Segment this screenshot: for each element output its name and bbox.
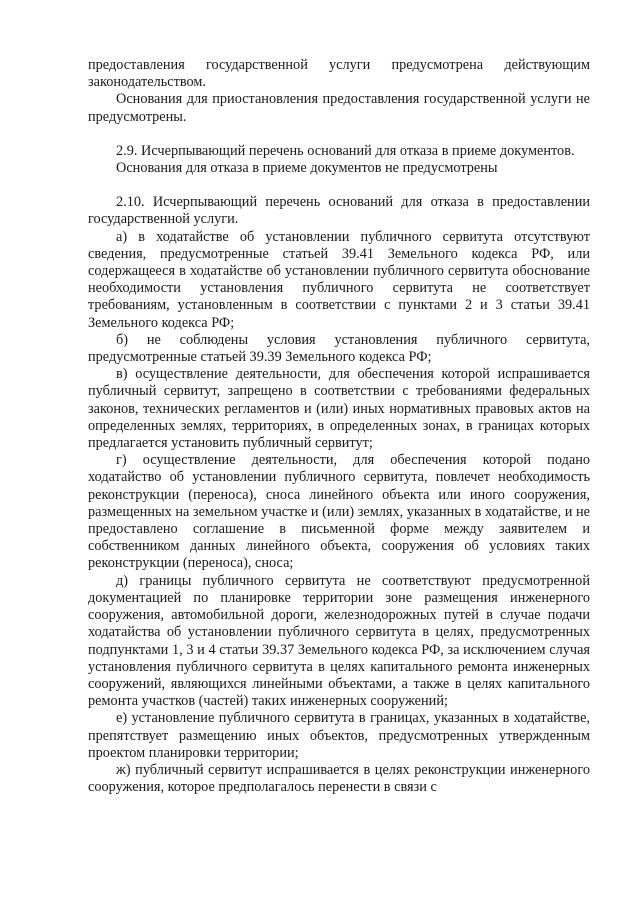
list-item-a: а) в ходатайстве об установлении публичного сервитута отсутствуют сведения, предусмотренные статьей 39.41 Земельного кодекса РФ, или содержащееся в ходатайстве об установлении публичного сервитута обоснование необходимости установления публичного сервитута не соответствует требованиям, установленным в соответствии с пунктами 2 и 3 статьи 39.41 Земельного кодекса РФ; xyxy=(88,228,590,331)
list-item-g: г) осуществление деятельности, для обеспечения которой подано ходатайство об установлении публичного сервитута, повлечет необходимость реконструкции (переноса), сноса линейного объекта или иного сооружения, размещенных на земельном участке и (или) землях, указанных в ходатайстве, и не предоставлено соглашение в письменной форме между заявителем и собственником данных линейного объекта, сооружения об условиях таких реконструкции (переноса), сноса; xyxy=(88,452,590,572)
section-2-10-heading: 2.10. Исчерпывающий перечень оснований для отказа в предоставлении государственной услуги. xyxy=(88,194,590,228)
paragraph-gap xyxy=(88,177,590,194)
paragraph-suspension-grounds: Основания для приостановления предоставления государственной услуги не предусмотрены. xyxy=(88,91,590,125)
paragraph-refusal-documents: Основания для отказа в приеме документов не предусмотрены xyxy=(116,160,498,177)
paragraph-gap xyxy=(88,126,590,143)
list-item-d: д) границы публичного сервитута не соответствуют предусмотренной документацией по планировке территории зоне размещения инженерного сооружения, автомобильной дороги, железнодорожных путей в случае подачи ходатайства об установлении публичного сервитута в целях, предусмотренных подпунктами 1, 3 и 4 статьи 39.37 Земельного кодекса РФ, за исключением случая установления публичного сервитута в целях капитального ремонта инженерных сооружений, являющихся линейными объектами, а также в целях капитального ремонта участков (частей) таких инженерных сооружений; xyxy=(88,572,590,710)
section-2-9-heading: 2.9. Исчерпывающий перечень оснований для отказа в приеме документов. xyxy=(116,142,575,159)
list-item-v: в) осуществление деятельности, для обеспечения которой испрашивается публичный сервитут, запрещено в соответствии с требованиями федеральных законов, технических регламентов и (или) иных нормативных правовых актов на определенных землях, территориях, в определенных зонах, в границах которых предлагается установить публичный сервитут; xyxy=(88,366,590,452)
list-item-e: е) установление публичного сервитута в границах, указанных в ходатайстве, препятствует размещению иных объектов, предусмотренных утвержденным проектом планировки территории; xyxy=(88,710,590,761)
paragraph-continuation: предоставления государственной услуги предусмотрена действующим законодательством. xyxy=(88,57,590,91)
document-body xyxy=(88,57,590,796)
list-item-zh: ж) публичный сервитут испрашивается в целях реконструкции инженерного сооружения, которое предполагалось перенести в связи с xyxy=(88,761,590,796)
list-item-b: б) не соблюдены условия установления публичного сервитута, предусмотренные статьей 39.39 Земельного кодекса РФ; xyxy=(88,331,590,366)
